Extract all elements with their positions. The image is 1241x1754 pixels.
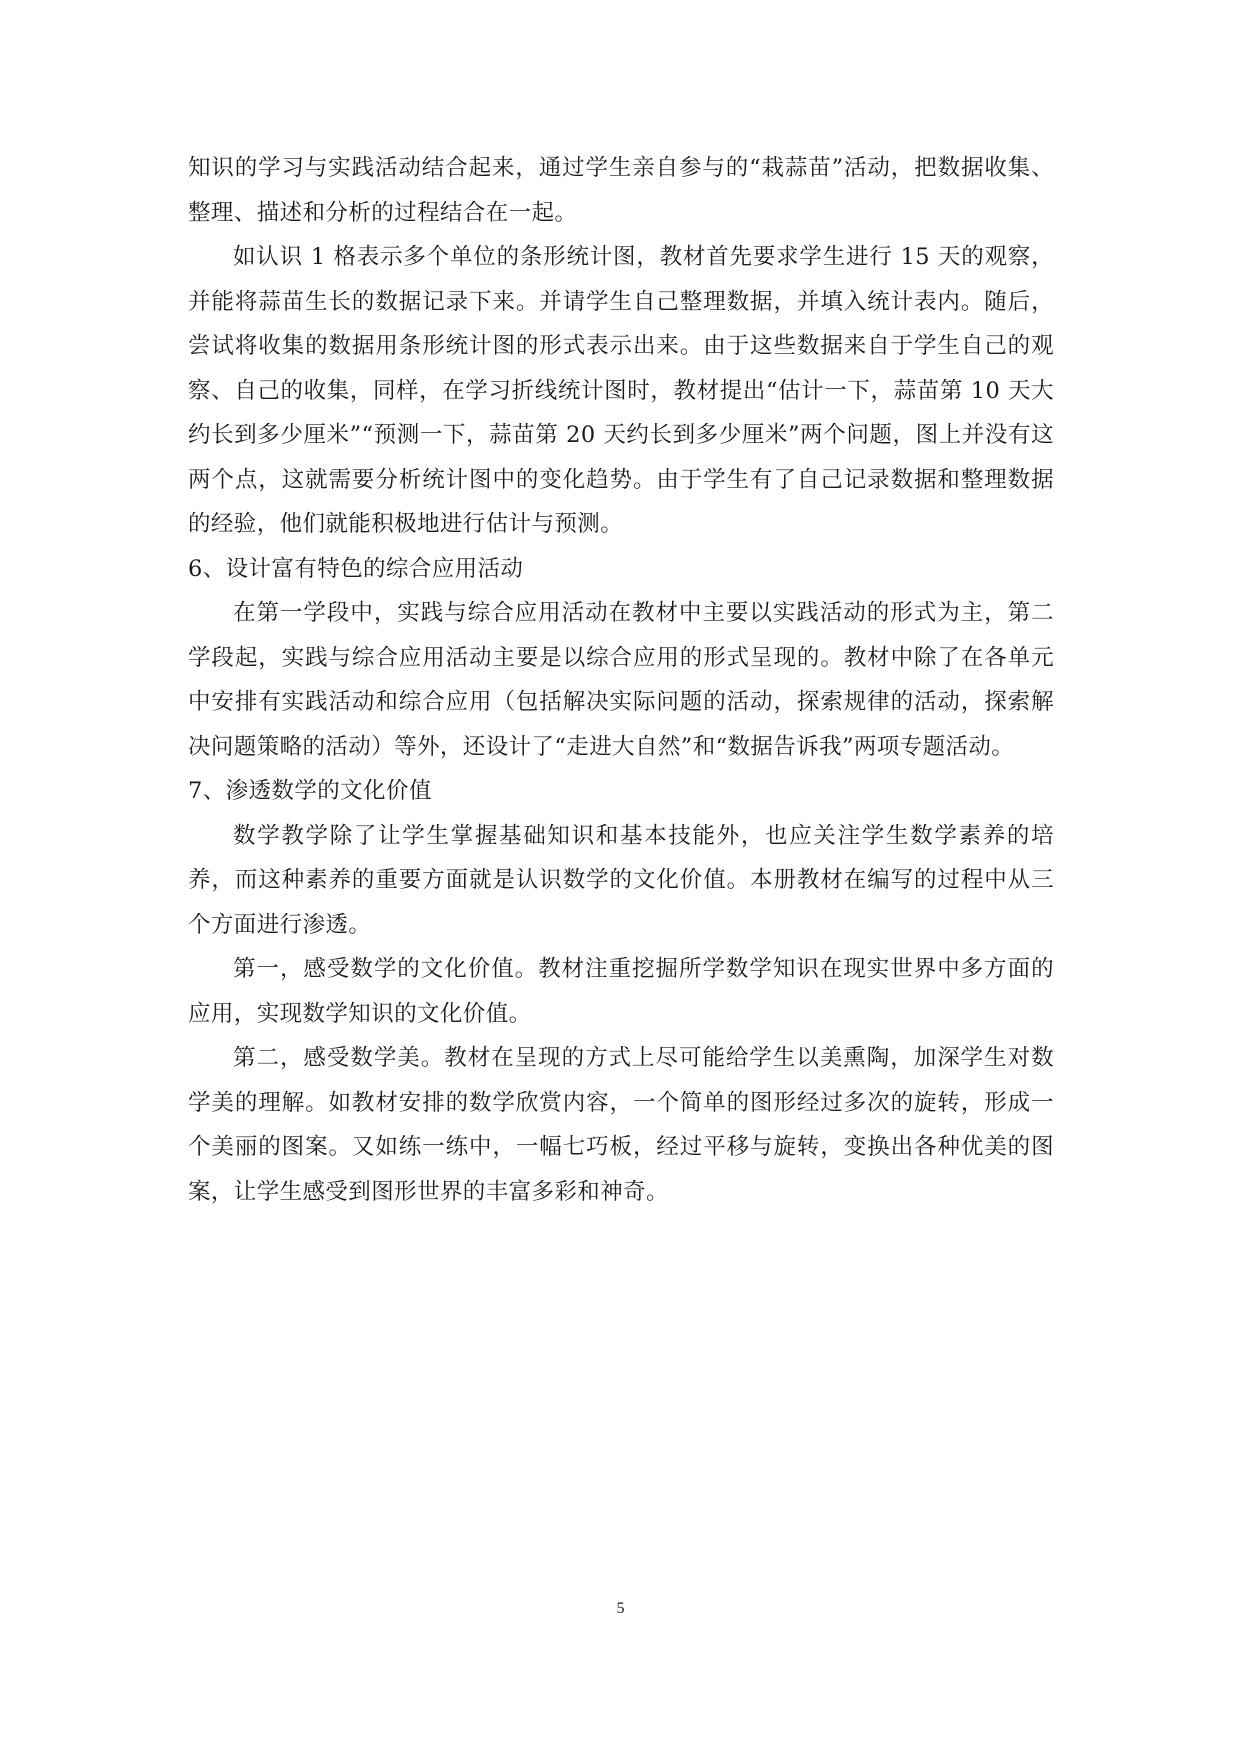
page-body xyxy=(188,146,1054,1214)
paragraph-bar-chart-example: 如认识 1 格表示多个单位的条形统计图，教材首先要求学生进行 15 天的观察，并能将蒜苗生长的数据记录下来。并请学生自己整理数据，并填入统计表内。随后，尝试将收集的数据用条形统计图的形式表示出来。由于这些数据来自于学生自己的观察、自己的收集，同样，在学习折线统计图时，教材提出“估计一下，蒜苗第 10 天大约长到多少厘米”“预测一下，蒜苗第 20 天约长到多少厘米”两个问题，图上并没有这两个点，这就需要分析统计图中的变化趋势。由于学生有了自己记录数据和整理数据的经验，他们就能积极地进行估计与预测。 xyxy=(188,244,1054,537)
paragraph-cultural-value: 数学教学除了让学生掌握基础知识和基本技能外，也应关注学生数学素养的培养，而这种素养的重要方面就是认识数学的文化价值。本册教材在编写的过程中从三个方面进行渗透。 xyxy=(188,822,1054,938)
section-heading-7: 7、渗透数学的文化价值 xyxy=(188,778,432,804)
paragraph-first-aspect: 第一，感受数学的文化价值。教材注重挖掘所学数学知识在现实世界中多方面的应用，实现数学知识的文化价值。 xyxy=(188,956,1054,1027)
section-heading-6: 6、设计富有特色的综合应用活动 xyxy=(188,555,524,582)
page-number: 5 xyxy=(616,1600,625,1617)
paragraph-second-aspect: 第二，感受数学美。教材在呈现的方式上尽可能给学生以美熏陶，加深学生对数学美的理解。如教材安排的数学欣赏内容，一个简单的图形经过多次的旋转，形成一个美丽的图案。又如练一练中，一幅七巧板，经过平移与旋转，变换出各种优美的图案，让学生感受到图形世界的丰富多彩和神奇。 xyxy=(188,1045,1054,1205)
paragraph-continued-intro: 知识的学习与实践活动结合起来，通过学生亲自参与的“栽蒜苗”活动，把数据收集、整理、描述和分析的过程结合在一起。 xyxy=(188,155,1054,226)
paragraph-practice-activities: 在第一学段中，实践与综合应用活动在教材中主要以实践活动的形式为主，第二学段起，实践与综合应用活动主要是以综合应用的形式呈现的。教材中除了在各单元中安排有实践活动和综合应用（包括解决实际问题的活动，探索规律的活动，探索解决问题策略的活动）等外，还设计了“走进大自然”和“数据告诉我”两项专题活动。 xyxy=(188,600,1054,760)
